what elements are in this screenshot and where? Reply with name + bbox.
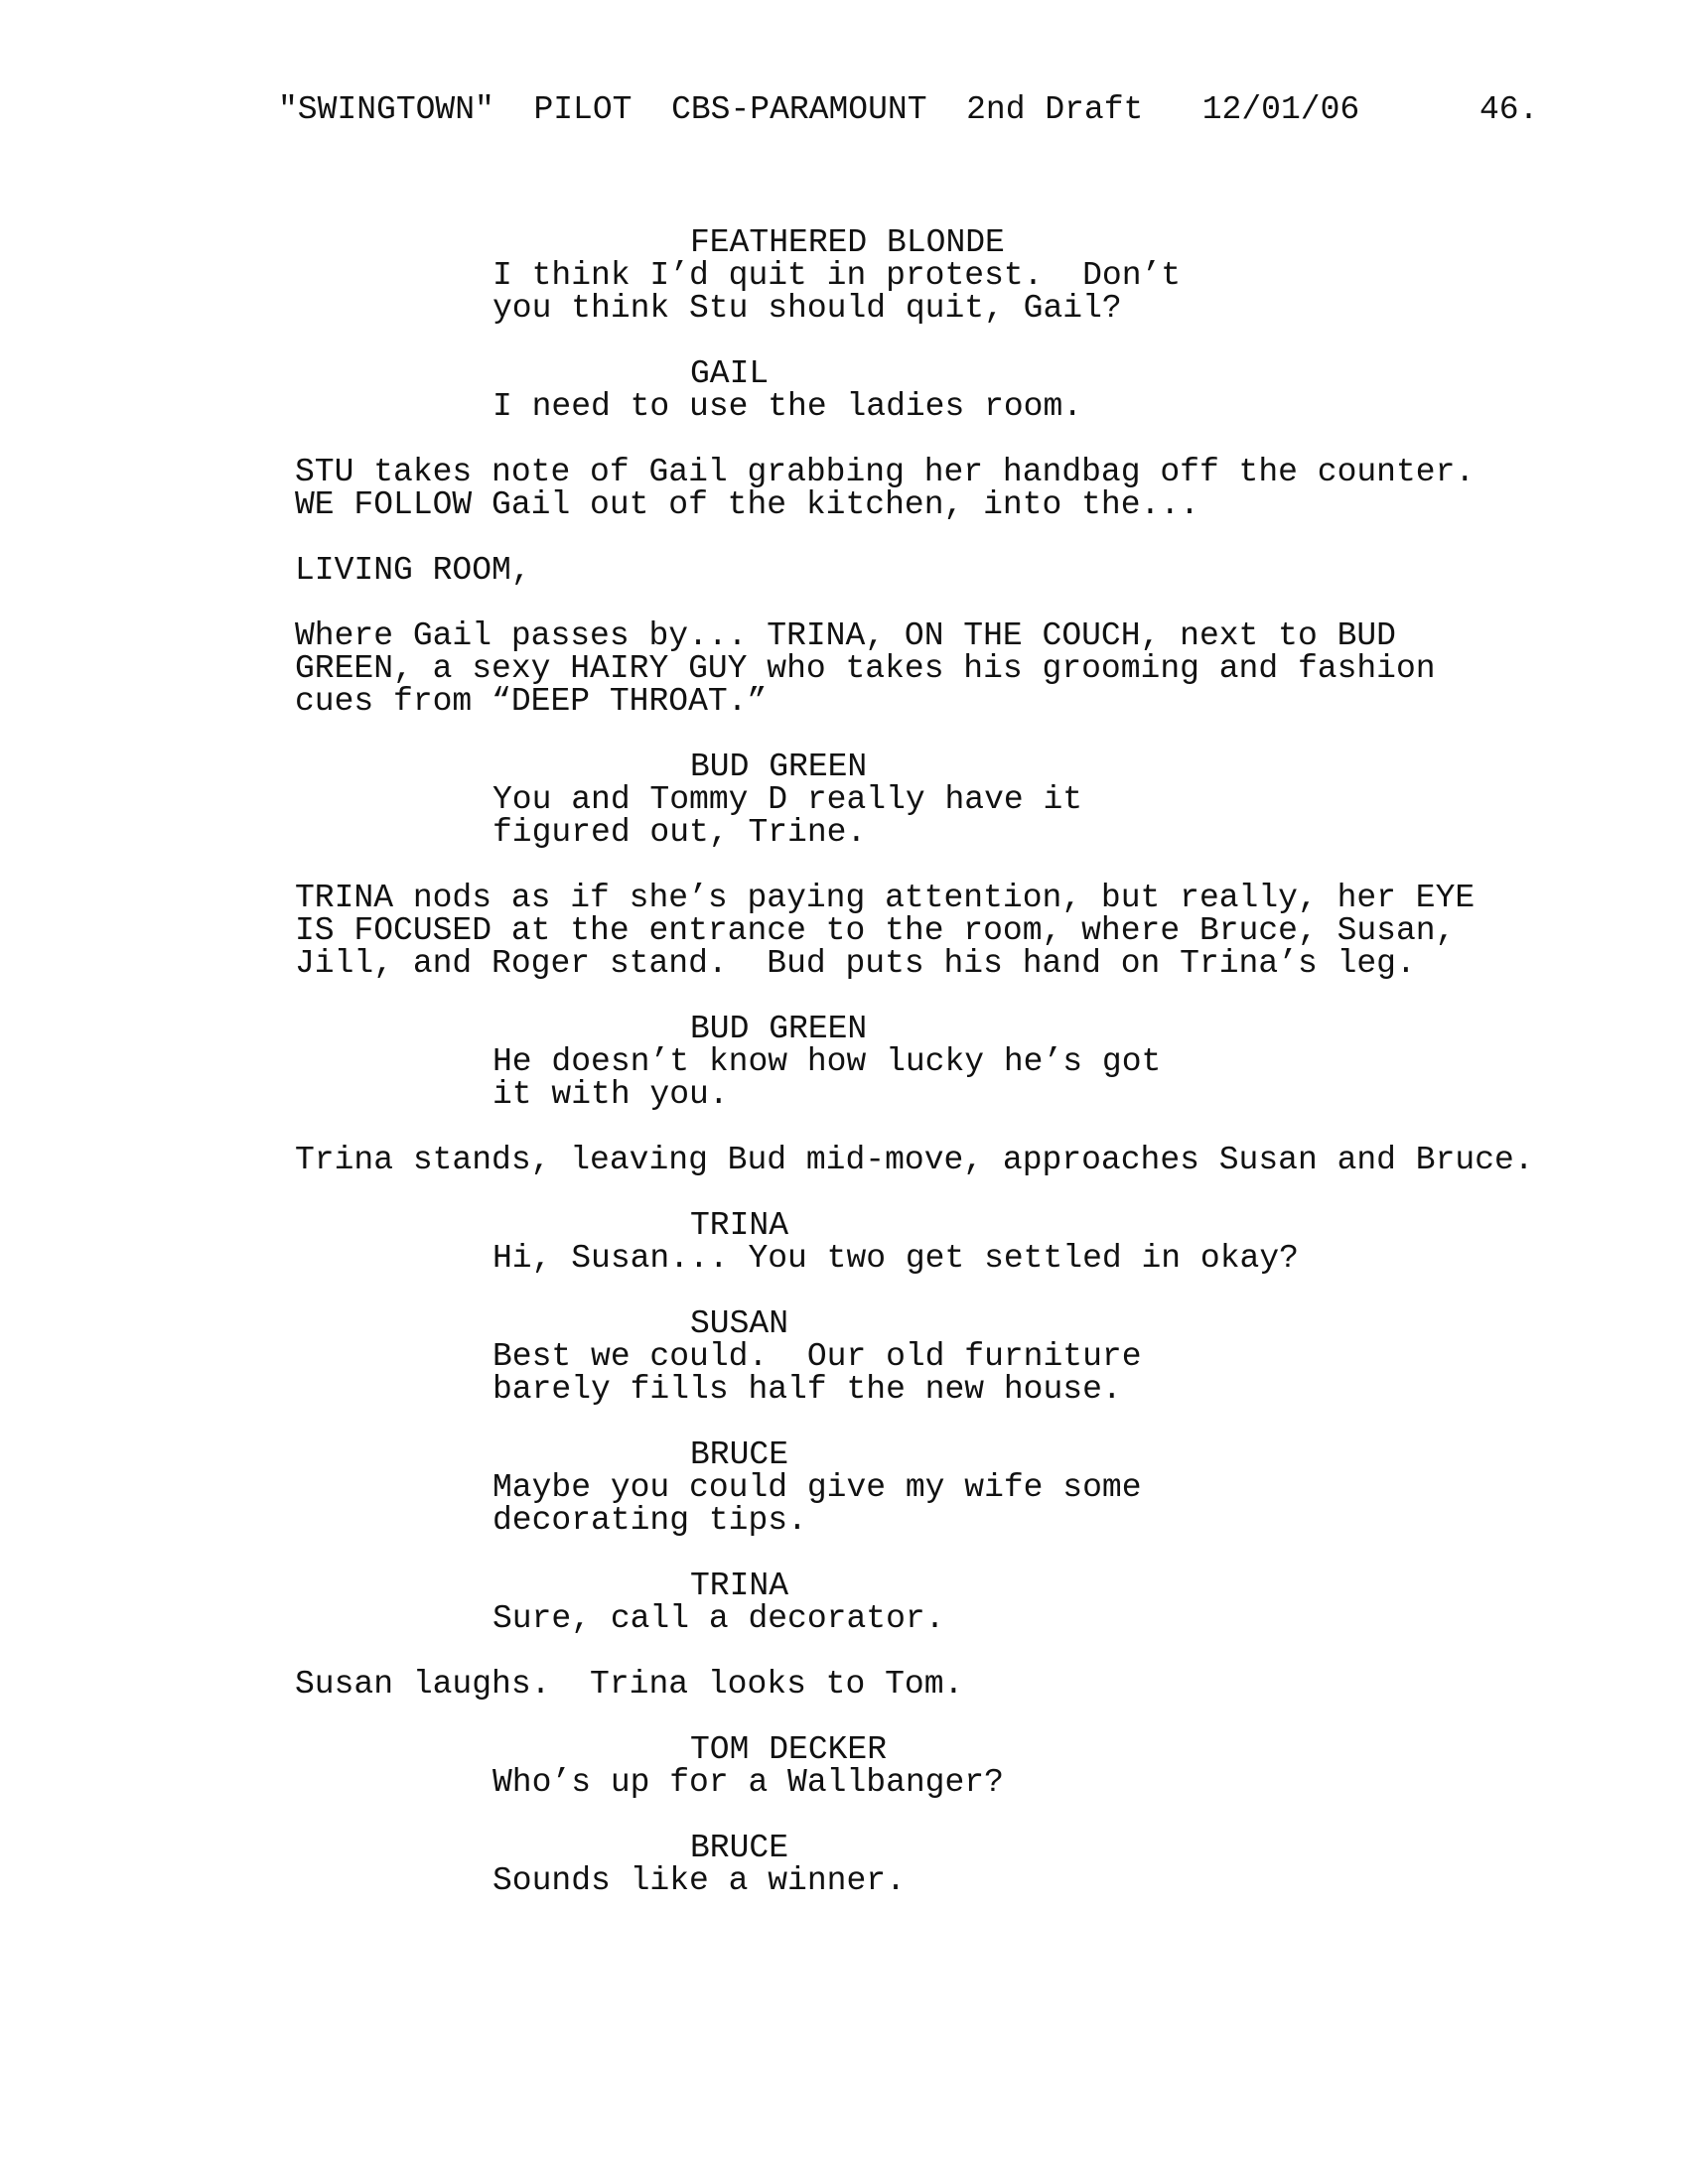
page-number: 46. [1479,91,1539,128]
character-cue: BUD GREEN [690,749,868,785]
character-cue: BRUCE [690,1830,789,1866]
action-line: WE FOLLOW Gail out of the kitchen, into the... [295,486,1199,523]
action-line: Jill, and Roger stand. Bud puts his hand on Trina’s leg. [295,945,1416,982]
dialogue-line: I need to use the ladies room. [492,388,1083,425]
character-cue: BRUCE [690,1436,789,1473]
dialogue-line: barely fills half the new house. [492,1371,1122,1408]
page-header: "SWINGTOWN" PILOT CBS-PARAMOUNT 2nd Draft 12/01/06 [278,91,1360,128]
character-cue: GAIL [690,355,770,392]
character-cue: TRINA [690,1207,789,1244]
dialogue-line: you think Stu should quit, Gail? [492,290,1122,327]
character-cue: TOM DECKER [690,1731,888,1768]
action-line: GREEN, a sexy HAIRY GUY who takes his grooming and fashion [295,650,1436,687]
dialogue-line: You and Tommy D really have it [492,781,1083,818]
dialogue-line: He doesn’t know how lucky he’s got [492,1043,1162,1080]
dialogue-line: Best we could. Our old furniture [492,1338,1142,1375]
character-cue: SUSAN [690,1305,789,1342]
action-line: IS FOCUSED at the entrance to the room, where Bruce, Susan, [295,912,1456,949]
action-line: cues from “DEEP THROAT.” [295,683,768,720]
dialogue-line: Sure, call a decorator. [492,1600,945,1637]
dialogue-line: figured out, Trine. [492,814,867,851]
action-line: TRINA nods as if she’s paying attention, but really, her EYE [295,880,1476,916]
dialogue-line: decorating tips. [492,1502,807,1539]
dialogue-line: Maybe you could give my wife some [492,1469,1142,1506]
character-cue: FEATHERED BLONDE [690,224,1005,261]
action-line: STU takes note of Gail grabbing her handbag off the counter. [295,454,1476,490]
action-line: Where Gail passes by... TRINA, ON THE COUCH, next to BUD [295,617,1396,654]
action-line: Susan laughs. Trina looks to Tom. [295,1666,964,1703]
character-cue: BUD GREEN [690,1011,868,1047]
dialogue-line: I think I’d quit in protest. Don’t [492,257,1182,294]
dialogue-line: Hi, Susan... You two get settled in okay? [492,1240,1299,1277]
character-cue: TRINA [690,1568,789,1604]
dialogue-line: Sounds like a winner. [492,1862,906,1899]
action-line: Trina stands, leaving Bud mid-move, approaches Susan and Bruce. [295,1142,1534,1178]
dialogue-line: it with you. [492,1076,729,1113]
dialogue-line: Who’s up for a Wallbanger? [492,1764,1004,1801]
scene-heading: LIVING ROOM, [295,552,531,589]
